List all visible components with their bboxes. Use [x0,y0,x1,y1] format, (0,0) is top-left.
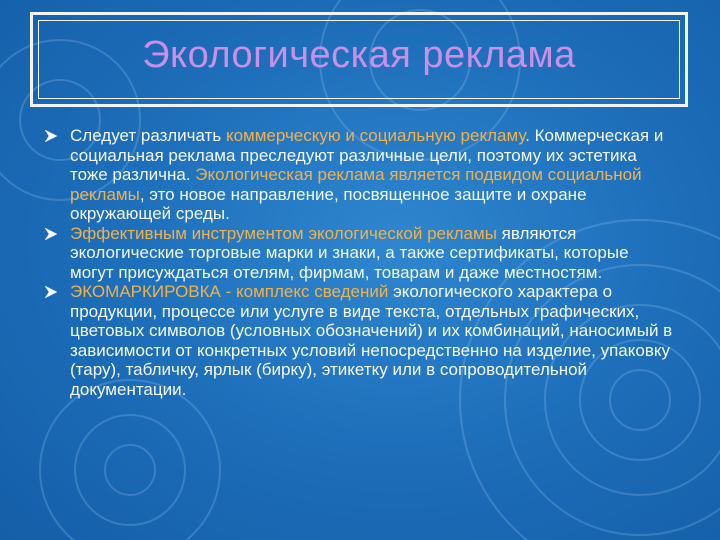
arrowhead-bullet-icon [44,129,58,143]
body-text: Следует различать [70,126,226,145]
body-text: , это новое направление, посвященное защите и охране окружающей среды. [70,184,587,223]
arrowhead-bullet-icon [44,227,58,241]
body-text: . Коммерческая и социальная реклама преследуют различные цели, поэтому их эстетика тоже различна. [70,126,664,184]
body-text: являются экологические торговые марки и знаки, а также сертификаты, которые могут присуждаться отелям, фирмам, товарам и даже местностям. [70,223,629,282]
bullet-item [44,224,674,283]
bullet-item [44,126,674,224]
highlighted-text: Экологическая реклама является подвидом социальной рекламы [70,165,642,204]
highlighted-text: Эффективным инструментом экологической рекламы [70,223,497,243]
bullet-list [44,126,674,399]
highlighted-text: ЭКОМАРКИРОВКА - комплекс сведений [70,282,389,301]
body-text: экологического характера о продукции, процессе или услуге в виде текста, отдельных графических, цветовых символов (условных обозначений) и их комбинаций, наносимый в зависимости от конкретных условий непосредственно на изделие, упаковку (тару), табличку, ярлык (бирку), этикетку или в сопроводительной документации. [70,282,673,399]
slide-title: Экологическая реклама [142,34,576,76]
highlighted-text: коммерческую и социальную рекламу [225,126,526,145]
arrowhead-bullet-icon [44,285,58,299]
bullet-item [44,282,674,399]
